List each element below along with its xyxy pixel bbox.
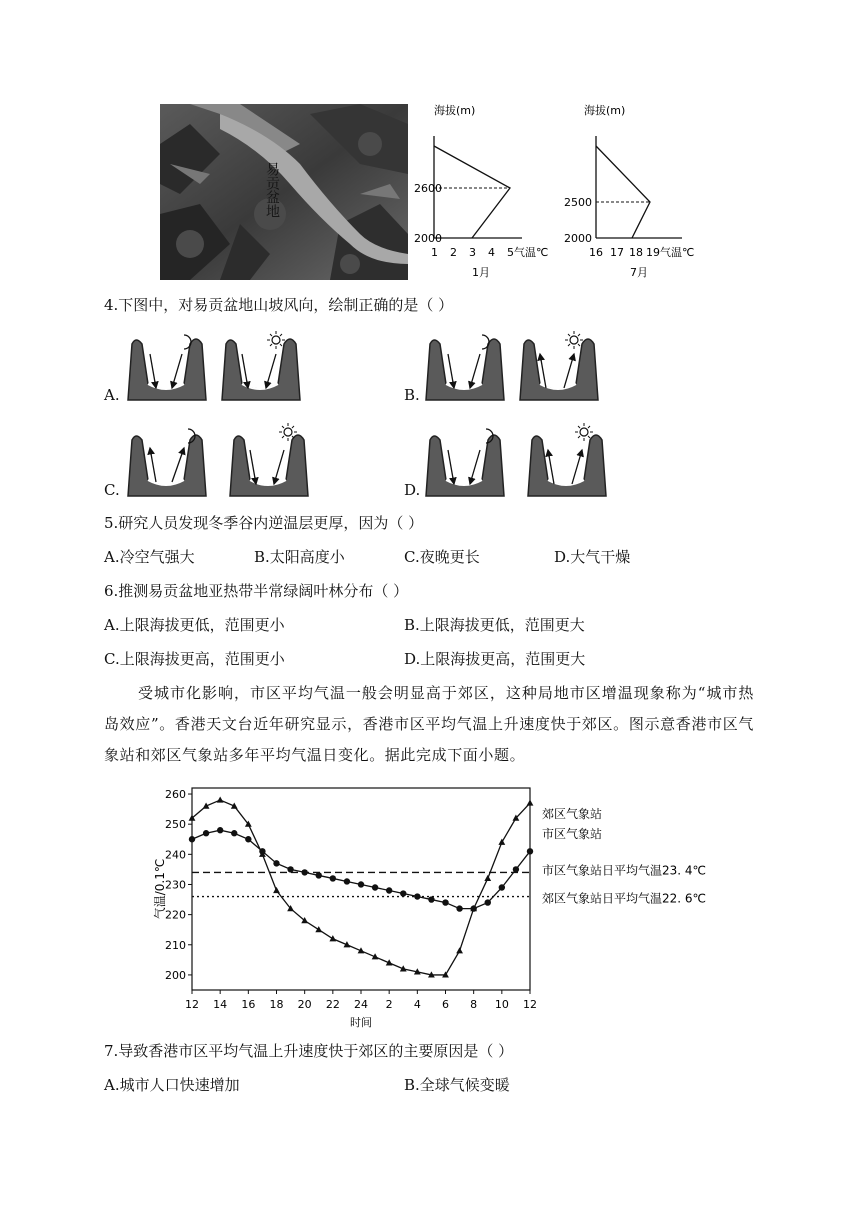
suburban-data-point: [484, 875, 491, 881]
x-tick-label: 24: [354, 998, 368, 1011]
y-tick-label: 250: [165, 818, 186, 832]
urban-data-point: [273, 860, 279, 866]
jul-xtick-16: 16: [589, 246, 603, 259]
suburban-data-point: [315, 926, 322, 932]
q6-option-c[interactable]: C.上限海拔更高，范围更小: [104, 650, 285, 668]
jan-ytick-2000: 2000: [414, 232, 442, 245]
urban-data-point: [372, 884, 378, 890]
jan-profile-chart: [412, 100, 562, 285]
urban-data-point: [203, 830, 209, 836]
urban-data-point: [344, 878, 350, 884]
plot-frame: [192, 788, 530, 990]
x-tick-label: 4: [413, 998, 421, 1011]
suburban-data-point: [456, 947, 463, 953]
jul-ytick-2500: 2500: [564, 196, 592, 209]
y-axis-label: 气温/0.1℃: [153, 858, 167, 920]
urban-data-point: [428, 896, 434, 902]
q4-stem: 4.下图中，对易贡盆地山坡风向，绘制正确的是（ ）: [104, 296, 454, 314]
y-tick-label: 220: [165, 908, 186, 922]
jan-caption: 1月: [472, 266, 490, 279]
q4-option-d-figure[interactable]: [424, 422, 614, 504]
x-tick-label: 12: [523, 998, 537, 1011]
jan-xtick-3: 3: [469, 246, 476, 259]
q4-option-d-label[interactable]: D.: [404, 481, 421, 499]
urban-data-point: [245, 836, 251, 842]
q4-option-a-figure[interactable]: [126, 330, 306, 409]
urban-data-point: [259, 848, 265, 854]
urban-data-point: [316, 872, 322, 878]
urban-data-point: [287, 866, 293, 872]
jan-xtick-2: 2: [450, 246, 457, 259]
q4-option-b-label[interactable]: B.: [404, 386, 420, 404]
y-tick-label: 200: [165, 968, 186, 982]
q7-stem: 7.导致香港市区平均气温上升速度快于郊区的主要原因是（ ）: [104, 1042, 514, 1060]
suburban-data-point: [527, 799, 534, 805]
urban-data-point: [456, 905, 462, 911]
urban-data-point: [189, 836, 195, 842]
jan-ylabel: 海拔(m): [434, 104, 476, 117]
urban-data-point: [301, 869, 307, 875]
map-label: 易贡盆地: [264, 162, 280, 218]
suburban-data-point: [273, 887, 280, 893]
jul-caption: 7月: [630, 266, 648, 279]
jan-ytick-2600: 2600: [414, 182, 442, 195]
jan-xtick-5: 5: [507, 246, 514, 259]
urban-data-point: [470, 905, 476, 911]
urban-data-point: [442, 899, 448, 905]
jan-xtick-1: 1: [431, 246, 438, 259]
basin-satellite-map: [160, 104, 408, 280]
temperature-chart: [150, 778, 740, 1028]
q5-option-c[interactable]: C.夜晚更长: [404, 548, 480, 566]
urban-data-point: [400, 890, 406, 896]
q5-option-d[interactable]: D.大气干燥: [554, 548, 631, 566]
urban-data-point: [330, 875, 336, 881]
jul-xtick-17: 17: [610, 246, 624, 259]
q6-option-d[interactable]: D.上限海拔更高，范围更大: [404, 650, 586, 668]
urban-data-point: [231, 830, 237, 836]
jul-xtick-18: 18: [629, 246, 643, 259]
q4-option-b-figure[interactable]: [424, 330, 604, 409]
suburban-data-point: [217, 796, 224, 802]
urban-data-point: [499, 884, 505, 890]
x-tick-label: 18: [269, 998, 284, 1011]
suburban-data-point: [498, 839, 505, 845]
urban-data-point: [485, 899, 491, 905]
y-tick-label: 260: [165, 788, 186, 802]
jul-xtick-19: 19: [646, 246, 660, 259]
jul-profile-chart: [562, 100, 712, 285]
jul-xlabel: 气温℃: [660, 246, 695, 259]
x-tick-label: 22: [325, 998, 340, 1011]
suburban-data-point: [329, 935, 336, 941]
urban-data-point: [386, 887, 392, 893]
x-axis-label: 时间: [350, 1016, 372, 1028]
q5-option-b[interactable]: B.太阳高度小: [254, 548, 345, 566]
urban-data-point: [527, 848, 533, 854]
jul-ytick-2000: 2000: [564, 232, 592, 245]
x-tick-label: 8: [470, 998, 478, 1011]
x-tick-label: 20: [297, 998, 312, 1011]
x-tick-label: 16: [241, 998, 256, 1011]
y-tick-label: 240: [165, 848, 186, 862]
x-tick-label: 2: [385, 998, 393, 1011]
y-tick-label: 210: [165, 938, 186, 952]
x-tick-label: 6: [442, 998, 449, 1011]
jul-ylabel: 海拔(m): [584, 104, 626, 117]
q6-stem: 6.推测易贡盆地亚热带半常绿阔叶林分布（ ）: [104, 582, 409, 600]
reading-passage: 受城市化影响，市区平均气温一般会明显高于郊区，这种局地市区增温现象称为“城市热岛效应”。香港天文台近年研究显示，香港市区平均气温上升速度快于郊区。图示意香港市区气象站和郊区气象站多年平均气温日变化。据此完成下面小题。: [104, 684, 754, 764]
x-tick-label: 12: [185, 998, 199, 1011]
urban-data-point: [414, 893, 420, 899]
q5-stem: 5.研究人员发现冬季谷内逆温层更厚，因为（ ）: [104, 514, 424, 532]
q6-option-b[interactable]: B.上限海拔更低，范围更大: [404, 616, 585, 634]
q7-option-b[interactable]: B.全球气候变暖: [404, 1076, 510, 1094]
q4-option-a-label[interactable]: A.: [104, 386, 120, 404]
q4-option-c-figure[interactable]: [126, 422, 316, 504]
legend-entry: 郊区气象站: [542, 807, 603, 821]
q6-option-a[interactable]: A.上限海拔更低，范围更小: [104, 616, 285, 634]
urban-data-point: [513, 866, 519, 872]
urban-data-point: [217, 827, 223, 833]
q7-option-a[interactable]: A.城市人口快速增加: [104, 1076, 240, 1094]
q5-option-a[interactable]: A.冷空气强大: [104, 548, 195, 566]
x-tick-label: 10: [494, 998, 509, 1011]
jan-xlabel: 气温℃: [514, 246, 549, 259]
y-tick-label: 230: [165, 878, 186, 892]
legend-entry: 市区气象站: [542, 827, 603, 841]
jan-xtick-4: 4: [488, 246, 495, 259]
x-tick-label: 14: [213, 998, 228, 1011]
reference-line-label: 市区气象站日平均气温23. 4℃: [542, 863, 707, 878]
reference-line-label: 郊区气象站日平均气温22. 6℃: [542, 891, 707, 906]
urban-data-point: [358, 881, 364, 887]
q4-option-c-label[interactable]: C.: [104, 481, 120, 499]
